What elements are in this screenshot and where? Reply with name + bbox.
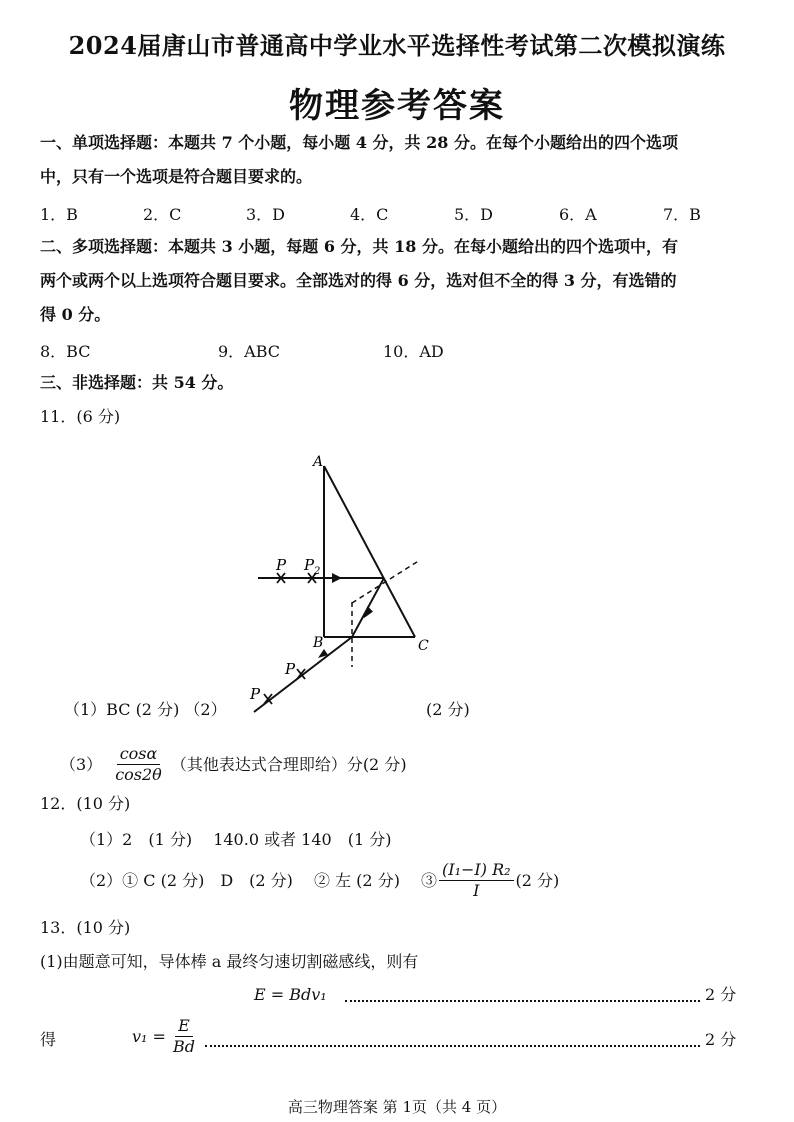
page-footer: 高三物理答案 第 1页（共 4 页） <box>287 1098 507 1116</box>
q11-fraction <box>112 744 165 785</box>
q11-frac-den: cos2θ <box>115 765 162 784</box>
label-c: C <box>418 638 429 654</box>
q13-eq2-lhs: v₁ = <box>132 1026 166 1046</box>
exam-title: 2024届唐山市普通高中学业水平选择性考试第二次模拟演练 <box>68 31 726 60</box>
q12-line2 <box>80 860 559 901</box>
q12-frac-den: I <box>473 881 480 900</box>
part1-heading-line2: 中，只有一个选项是符合题目要求的。 <box>40 167 313 186</box>
q13-eq2-den: Bd <box>172 1037 195 1056</box>
answer-6: 6．A <box>559 205 597 224</box>
part1-heading-line1: 一、单项选择题：本题共 7 个小题，每小题 4 分，共 28 分。在每个小题给出的四个选项 <box>40 133 678 152</box>
answer-8: 8．BC <box>40 342 91 361</box>
q11-part3-prefix: （3） <box>60 754 103 774</box>
answer-1: 1．B <box>40 205 78 224</box>
q11-part1: （1）BC (2 分) （2） <box>64 700 227 719</box>
label-a: A <box>313 454 324 470</box>
part2-heading-line2: 两个或两个以上选项符合题目要求。全部选对的得 6 分，选对但不全的得 3 分，有选错的 <box>40 271 677 290</box>
answer-7: 7．B <box>663 205 701 224</box>
q11-part2-score: (2 分) <box>426 700 470 719</box>
label-p2: P <box>304 556 315 574</box>
q12-frac-num: (I₁−I) R₂ <box>439 860 514 881</box>
label-p4: P <box>250 685 261 703</box>
answer-5: 5．D <box>454 205 494 224</box>
q13-intro: (1)由题意可知，导体棒 a 最终匀速切割磁感线，则有 <box>40 952 419 971</box>
q13-label: 13．(10 分) <box>40 918 131 937</box>
subject-title: 物理参考答案 <box>289 86 505 126</box>
q13-eq1-leader <box>345 1000 700 1002</box>
answer-9: 9．ABC <box>218 342 281 361</box>
q13-eq2-num: E <box>175 1016 193 1037</box>
answer-10: 10．AD <box>383 342 444 361</box>
part2-heading-line3: 得 0 分。 <box>40 305 111 324</box>
answer-3: 3．D <box>246 205 286 224</box>
part3-heading: 三、非选择题：共 54 分。 <box>40 373 234 392</box>
label-p3: P <box>285 660 296 678</box>
q11-frac-num: cosα <box>117 744 161 765</box>
q13-de-label: 得 <box>40 1030 57 1049</box>
answer-2: 2．C <box>143 205 182 224</box>
q12-line1: （1）2 (1 分) 140.0 或者 140 (1 分) <box>80 830 392 849</box>
q12-line2-text: （2）① C (2 分) D (2 分) ② 左 (2 分) ③ <box>80 870 438 890</box>
q13-eq2-score: 2 分 <box>705 1030 737 1049</box>
q11-part3-suffix: （其他表达式合理即给）分(2 分) <box>170 754 407 774</box>
label-p1: P <box>276 556 287 574</box>
q12-fraction <box>439 860 514 901</box>
q13-eq1-score: 2 分 <box>705 985 737 1004</box>
q13-eq2-fraction <box>170 1016 198 1057</box>
q12-label: 12．(10 分) <box>40 794 131 813</box>
label-p2-sub: 2 <box>314 566 321 577</box>
q11-part3 <box>60 744 407 785</box>
q13-eq2 <box>132 1016 198 1057</box>
answer-4: 4．C <box>350 205 389 224</box>
q13-eq2-leader <box>205 1045 700 1047</box>
q13-eq1: E = Bdv₁ <box>254 985 327 1004</box>
q12-line2-end: (2 分) <box>515 870 560 890</box>
q11-label: 11．(6 分) <box>40 407 121 426</box>
label-b: B <box>313 635 324 651</box>
part2-heading-line1: 二、多项选择题：本题共 3 小题，每题 6 分，共 18 分。在每小题给出的四个选项中，有 <box>40 237 678 256</box>
